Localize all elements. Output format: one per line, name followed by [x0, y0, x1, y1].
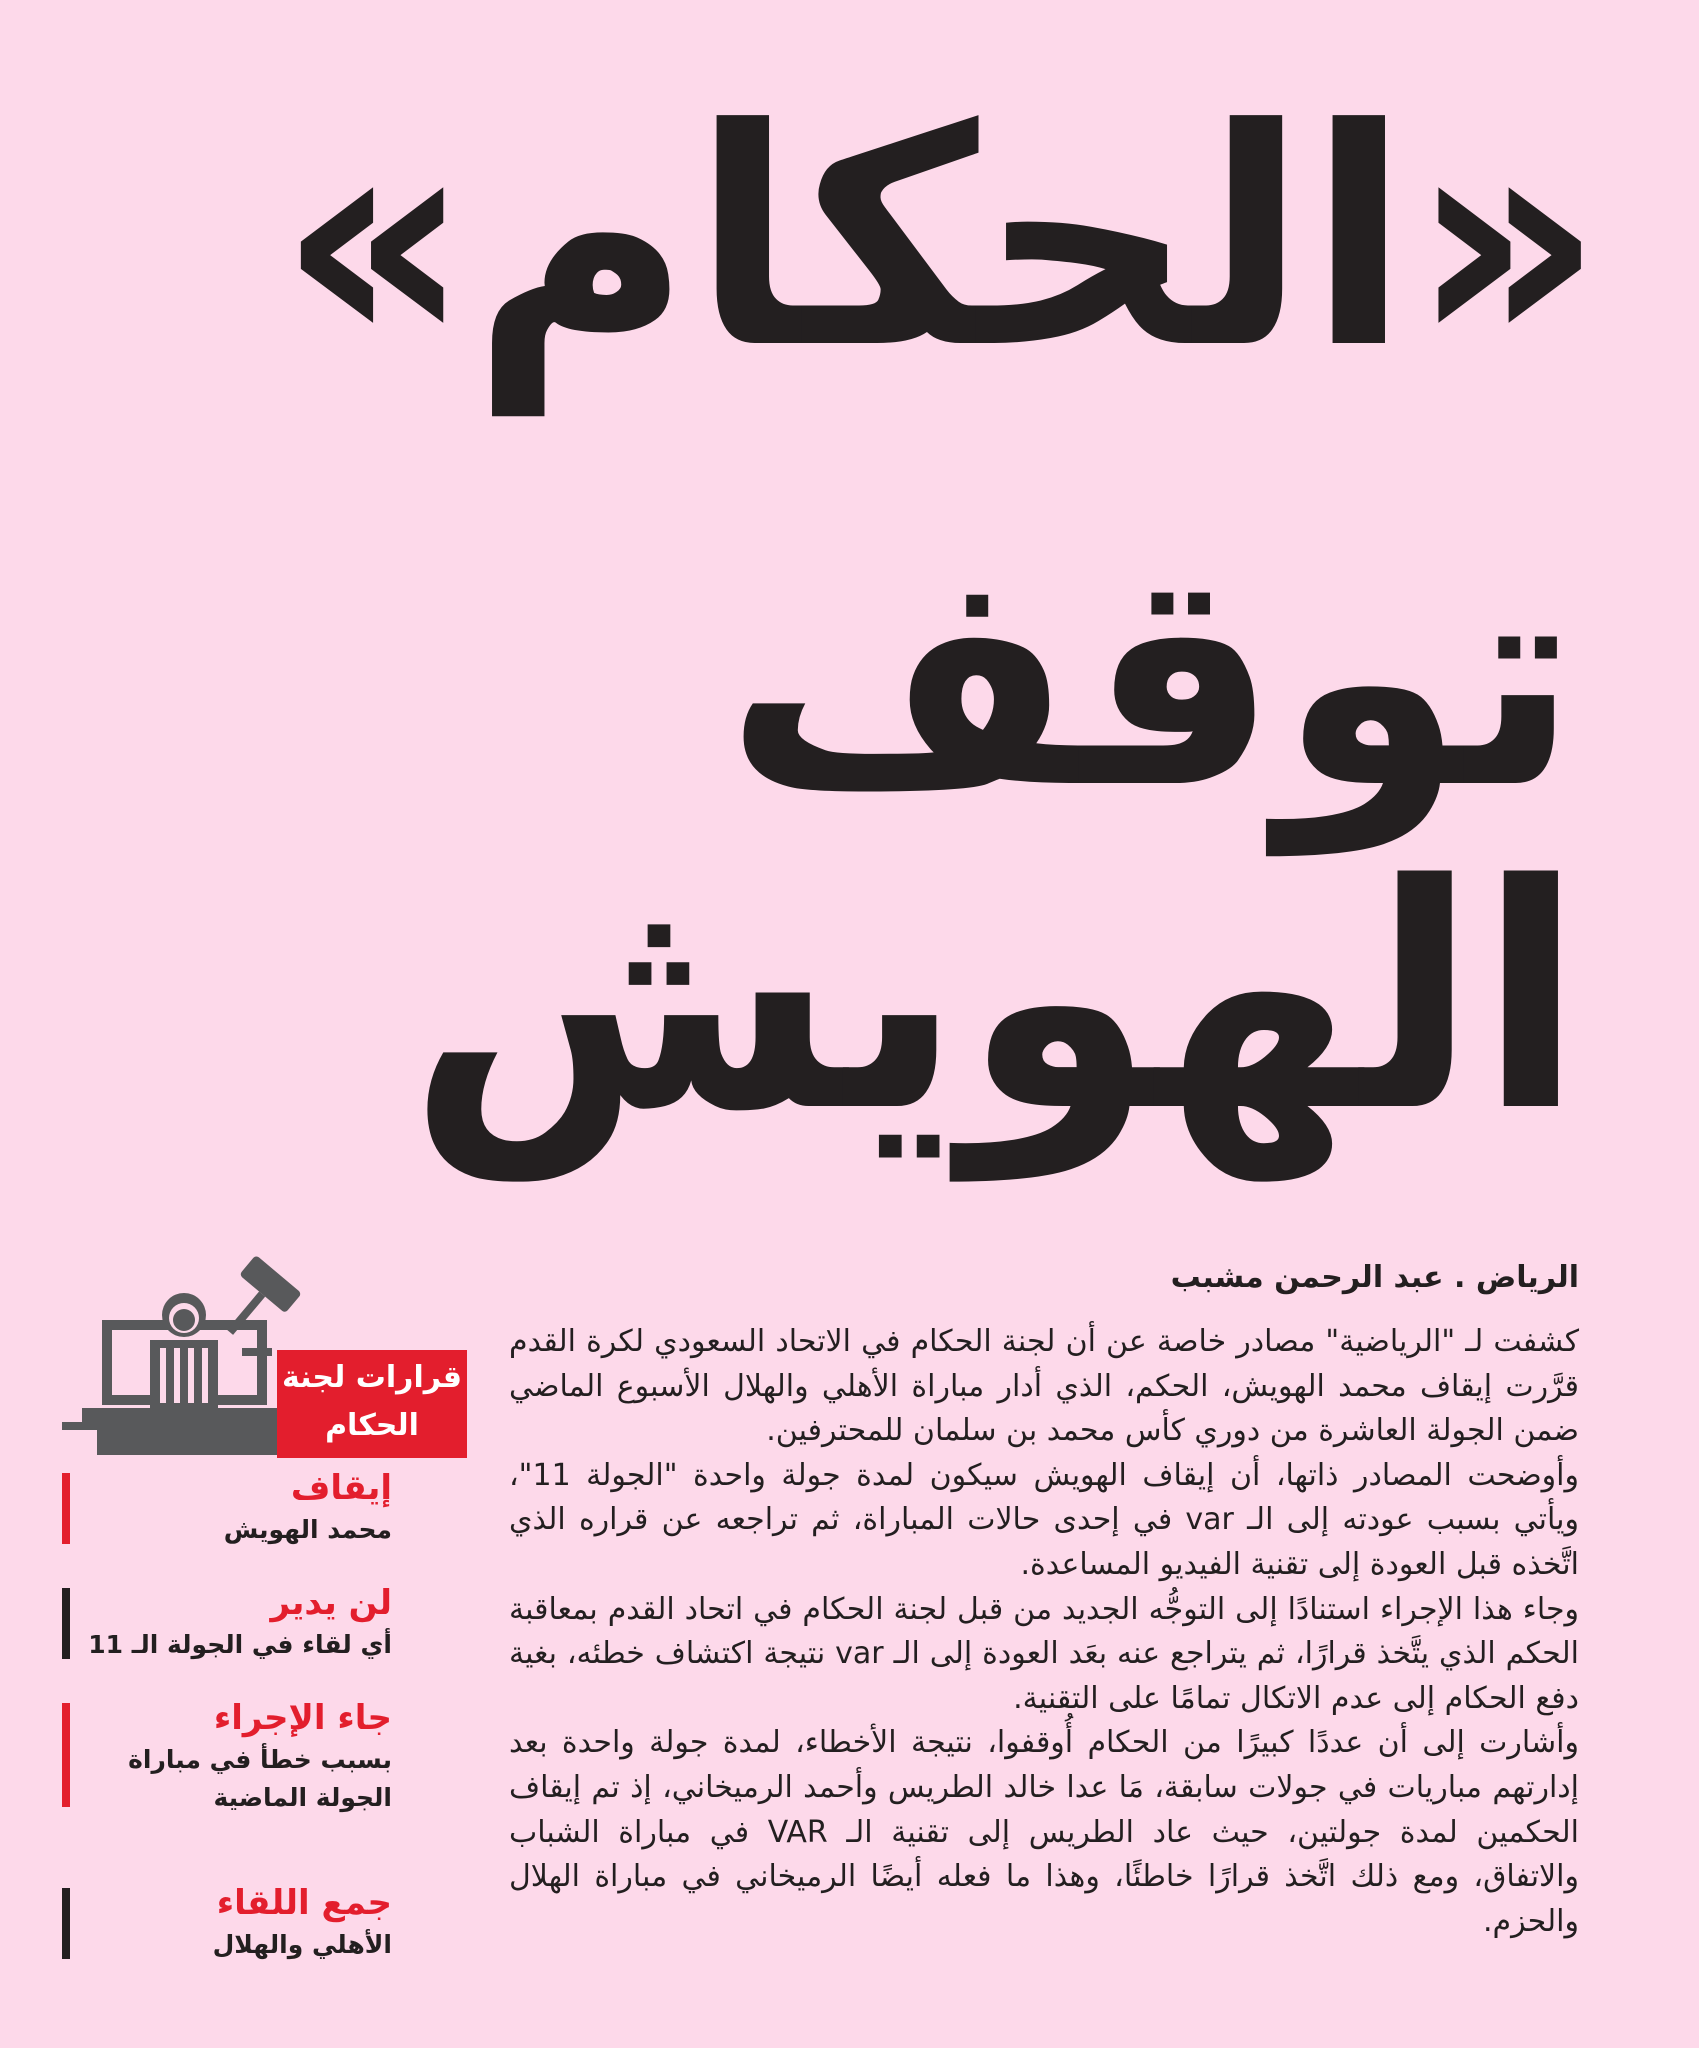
sidebar-item-text: الجولة الماضية [213, 1783, 392, 1812]
sidebar-item-title: لن يدير [270, 1583, 392, 1623]
sidebar-item-bar [62, 1703, 70, 1807]
sidebar-item-not-refereeing [62, 1580, 392, 1664]
sidebar-item-suspension [62, 1465, 392, 1549]
sidebar-item-match [62, 1880, 392, 1964]
sidebar-item-text: أي لقاء في الجولة الـ 11 [88, 1630, 392, 1659]
headline-line-1: «الحكام» [277, 65, 1604, 414]
sidebar-item-bar [62, 1888, 70, 1959]
sidebar-item-bar [62, 1473, 70, 1544]
sidebar-box [62, 1240, 472, 1460]
sidebar-item-reason [62, 1695, 392, 1817]
sidebar-item-text: محمد الهويش [223, 1515, 392, 1544]
headline-line-2: توقف [724, 505, 1579, 854]
headline-line-3: الهويش [407, 819, 1584, 1180]
byline: الرياض . عبد الرحمن مشبب [1170, 1260, 1579, 1295]
sidebar-item-title: جاء الإجراء [213, 1698, 392, 1738]
sidebar-item-title: إيقاف [290, 1468, 392, 1508]
emblem [62, 1240, 472, 1460]
article-body [509, 1320, 1579, 1944]
article-paragraph: وجاء هذا الإجراء استنادًا إلى التوجُّه الجديد من قبل لجنة الحكام في اتحاد القدم بمعاقبة الحكم الذي يتَّخذ قرارًا، ثم يتراجع عنه بعَد العودة إلى الـ var نتيجة اكتشاف خطئه، بغية دفع الحكام إلى عدم الاتكال تمامًا على التقنية. [509, 1591, 1580, 1716]
sidebar-item-text: بسبب خطأ في مباراة [128, 1745, 392, 1774]
article-paragraph: كشفت لـ "الرياضية" مصادر خاصة عن أن لجنة الحكام في الاتحاد السعودي لكرة القدم قرَّرت إيقاف محمد الهويش، الحكم، الذي أدار مباراة الأهلي والهلال الأسبوع الماضي ضمن الجولة العاشرة من دوري كأس محمد بن سلمان للمحترفين. [509, 1324, 1579, 1449]
sidebar-item-bar [62, 1588, 70, 1659]
sidebar-item-title: جمع اللقاء [216, 1883, 392, 1923]
article-paragraph: وأوضحت المصادر ذاتها، أن إيقاف الهويش سيكون لمدة جولة واحدة "الجولة 11"، ويأتي بسبب عودته إلى الـ var في إحدى حالات المباراة، ثم تراجعه عن قراره الذي اتَّخذه قبل العودة إلى تقنية الفيديو المساعدة. [509, 1457, 1579, 1582]
sidebar-item-text: الأهلي والهلال [212, 1930, 392, 1959]
sidebar-tag-line: الحكام [325, 1408, 419, 1443]
article-paragraph: وأشارت إلى أن عددًا كبيرًا من الحكام أُوقفوا، نتيجة الأخطاء، لمدة جولة واحدة بعد إدارتهم مباريات في جولات سابقة، مَا عدا خالد الطريس وأحمد الرميخاني، إذ تم إيقاف الحكمين لمدة جولتين، حيث عاد الطريس إلى تقنية الـ VAR في مباراة الشباب والاتفاق، ومع ذلك اتَّخذ قرارًا خاطئًا، وهذا ما فعله أيضًا الرميخاني في مباراة الهلال والحزم. [509, 1725, 1579, 1939]
sidebar-tag [277, 1350, 467, 1458]
sidebar-tag-line: قرارات لجنة [281, 1360, 463, 1395]
